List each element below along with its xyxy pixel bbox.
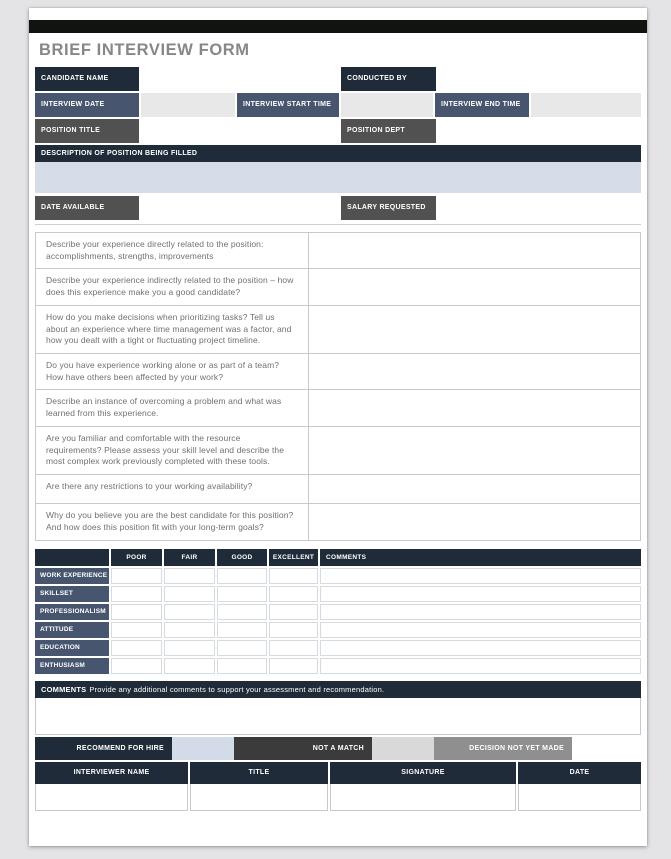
rating-col-comments: COMMENTS <box>320 549 641 566</box>
interview-end-time-label: INTERVIEW END TIME <box>435 93 529 117</box>
rating-cell[interactable] <box>269 586 318 602</box>
signoff-entry-row <box>35 784 641 811</box>
date-input[interactable] <box>519 784 640 810</box>
top-accent-bar <box>29 20 647 33</box>
rating-row-label: SKILLSET <box>35 586 109 602</box>
question-text: Do you have experience working alone or as part of a team? How have others been affected by your work? <box>46 360 280 382</box>
rating-col-good: GOOD <box>217 549 267 566</box>
rating-cell[interactable] <box>111 622 162 638</box>
rating-comment-cell[interactable] <box>320 640 641 656</box>
question-row <box>36 390 640 426</box>
date-available-label: DATE AVAILABLE <box>35 196 139 220</box>
question-text: How do you make decisions when prioritizing tasks? Tell us about an experience where time management was a factor, and how you dealt with a tight or fluctuating project timeline. <box>46 311 292 346</box>
not-a-match-checkbox[interactable] <box>372 737 434 760</box>
rating-cell[interactable] <box>111 586 162 602</box>
title-cell <box>190 784 328 811</box>
recommend-for-hire-checkbox[interactable] <box>172 737 234 760</box>
rating-col-poor: POOR <box>111 549 162 566</box>
conducted-by-input[interactable] <box>438 67 641 91</box>
date-header: DATE <box>518 762 641 784</box>
rating-cell[interactable] <box>217 640 267 656</box>
candidate-name-input[interactable] <box>141 67 339 91</box>
decision-row <box>35 737 641 760</box>
recommend-for-hire-label: RECOMMEND FOR HIRE <box>35 737 172 760</box>
title-header: TITLE <box>190 762 328 784</box>
interview-date-input[interactable] <box>141 93 235 117</box>
question-row <box>36 475 640 504</box>
question-row <box>36 504 640 539</box>
rating-comment-cell[interactable] <box>320 604 641 620</box>
rating-cell[interactable] <box>217 604 267 620</box>
answer-input[interactable] <box>308 269 640 304</box>
decision-not-yet-made-label: DECISION NOT YET MADE <box>434 737 572 760</box>
date-available-input[interactable] <box>141 196 339 220</box>
form-content <box>29 67 647 811</box>
position-dept-label: POSITION DEPT <box>341 119 436 143</box>
question-row <box>36 354 640 390</box>
rating-row-education <box>35 640 641 656</box>
rating-row-label: EDUCATION <box>35 640 109 656</box>
rating-cell[interactable] <box>269 604 318 620</box>
salary-requested-input[interactable] <box>438 196 641 220</box>
page-title: BRIEF INTERVIEW FORM <box>39 41 250 59</box>
rating-row-label: WORK EXPERIENCE <box>35 568 109 584</box>
rating-header-row <box>35 549 641 566</box>
rating-cell[interactable] <box>269 622 318 638</box>
rating-cell[interactable] <box>269 640 318 656</box>
interview-start-time-label: INTERVIEW START TIME <box>237 93 339 117</box>
question-table <box>35 232 641 541</box>
rating-row-skillset <box>35 586 641 602</box>
question-text: Describe your experience indirectly related to the position – how does this experience make you a good candidate? <box>46 275 294 298</box>
signature-cell <box>330 784 516 811</box>
rating-row-label: ENTHUSIASM <box>35 658 109 674</box>
rating-col-fair: FAIR <box>164 549 215 566</box>
answer-input[interactable] <box>308 233 640 268</box>
rating-row-work-experience <box>35 568 641 584</box>
comments-label: COMMENTS <box>41 684 87 694</box>
rating-cell[interactable] <box>164 640 215 656</box>
candidate-name-label: CANDIDATE NAME <box>35 67 139 91</box>
interviewer-name-cell <box>35 784 188 811</box>
comments-hint: Provide any additional comments to support your assessment and recommendation. <box>89 684 385 694</box>
rating-cell[interactable] <box>217 622 267 638</box>
rating-cell[interactable] <box>164 604 215 620</box>
rating-comment-cell[interactable] <box>320 622 641 638</box>
candidate-row <box>35 67 641 91</box>
answer-input[interactable] <box>308 475 640 503</box>
rating-cell[interactable] <box>269 658 318 674</box>
position-title-label: POSITION TITLE <box>35 119 139 143</box>
availability-row <box>35 196 641 220</box>
rating-comment-cell[interactable] <box>320 586 641 602</box>
rating-comment-cell[interactable] <box>320 658 641 674</box>
question-row <box>36 269 640 305</box>
rating-table <box>35 549 641 674</box>
signature-input[interactable] <box>331 784 515 810</box>
position-row <box>35 119 641 143</box>
answer-input[interactable] <box>308 427 640 474</box>
not-a-match-label: NOT A MATCH <box>234 737 372 760</box>
rating-cell[interactable] <box>164 622 215 638</box>
answer-input[interactable] <box>308 306 640 353</box>
rating-cell[interactable] <box>217 586 267 602</box>
rating-cell[interactable] <box>111 604 162 620</box>
decision-not-yet-made-checkbox[interactable] <box>572 737 641 760</box>
question-text: Why do you believe you are the best candidate for this position? And how does this position fit with your long-term goals? <box>46 510 294 532</box>
salary-requested-label: SALARY REQUESTED <box>341 196 436 220</box>
rating-row-label: PROFESSIONALISM <box>35 604 109 620</box>
rating-cell[interactable] <box>164 658 215 674</box>
rating-header-spacer <box>35 549 109 566</box>
question-row <box>36 306 640 354</box>
interviewer-name-input[interactable] <box>36 784 187 810</box>
rating-row-enthusiasm <box>35 658 641 674</box>
question-text: Describe your experience directly related to the position: accomplishments, strengths, improvements <box>46 239 264 261</box>
rating-cell[interactable] <box>269 568 318 584</box>
rating-cell[interactable] <box>111 568 162 584</box>
interview-time-row <box>35 93 641 117</box>
question-row <box>36 427 640 475</box>
rating-cell[interactable] <box>217 568 267 584</box>
interview-date-label: INTERVIEW DATE <box>35 93 139 117</box>
conducted-by-label: CONDUCTED BY <box>341 67 436 91</box>
question-text: Describe an instance of overcoming a problem and what was learned from this experience. <box>46 396 282 419</box>
rating-cell[interactable] <box>111 658 162 674</box>
question-text: Are there any restrictions to your working availability? <box>46 481 253 492</box>
question-row <box>36 233 640 269</box>
section-divider <box>35 224 641 225</box>
rating-col-excellent: EXCELLENT <box>269 549 318 566</box>
rating-cell[interactable] <box>217 658 267 674</box>
comments-input[interactable] <box>35 698 641 735</box>
interview-end-time-input[interactable] <box>531 93 641 117</box>
description-section-header: DESCRIPTION OF POSITION BEING FILLED <box>35 145 641 162</box>
rating-cell[interactable] <box>164 568 215 584</box>
answer-input[interactable] <box>308 504 640 539</box>
rating-cell[interactable] <box>164 586 215 602</box>
description-input[interactable] <box>35 162 641 193</box>
signoff-header-row <box>35 762 641 784</box>
rating-row-label: ATTITUDE <box>35 622 109 638</box>
rating-row-attitude <box>35 622 641 638</box>
interviewer-name-header: INTERVIEWER NAME <box>35 762 188 784</box>
comments-section-header <box>35 681 641 698</box>
rating-row-professionalism <box>35 604 641 620</box>
interview-start-time-input[interactable] <box>341 93 433 117</box>
answer-input[interactable] <box>308 354 640 389</box>
date-cell <box>518 784 641 811</box>
question-text: Are you familiar and comfortable with the resource requirements? Please assess your skill level and describe the most complex work previously completed with these tools. <box>46 432 285 467</box>
position-title-input[interactable] <box>141 119 339 143</box>
rating-cell[interactable] <box>111 640 162 656</box>
rating-comment-cell[interactable] <box>320 568 641 584</box>
title-input[interactable] <box>191 784 327 810</box>
signature-header: SIGNATURE <box>330 762 516 784</box>
position-dept-input[interactable] <box>438 119 641 143</box>
form-page <box>29 8 647 846</box>
answer-input[interactable] <box>308 390 640 425</box>
